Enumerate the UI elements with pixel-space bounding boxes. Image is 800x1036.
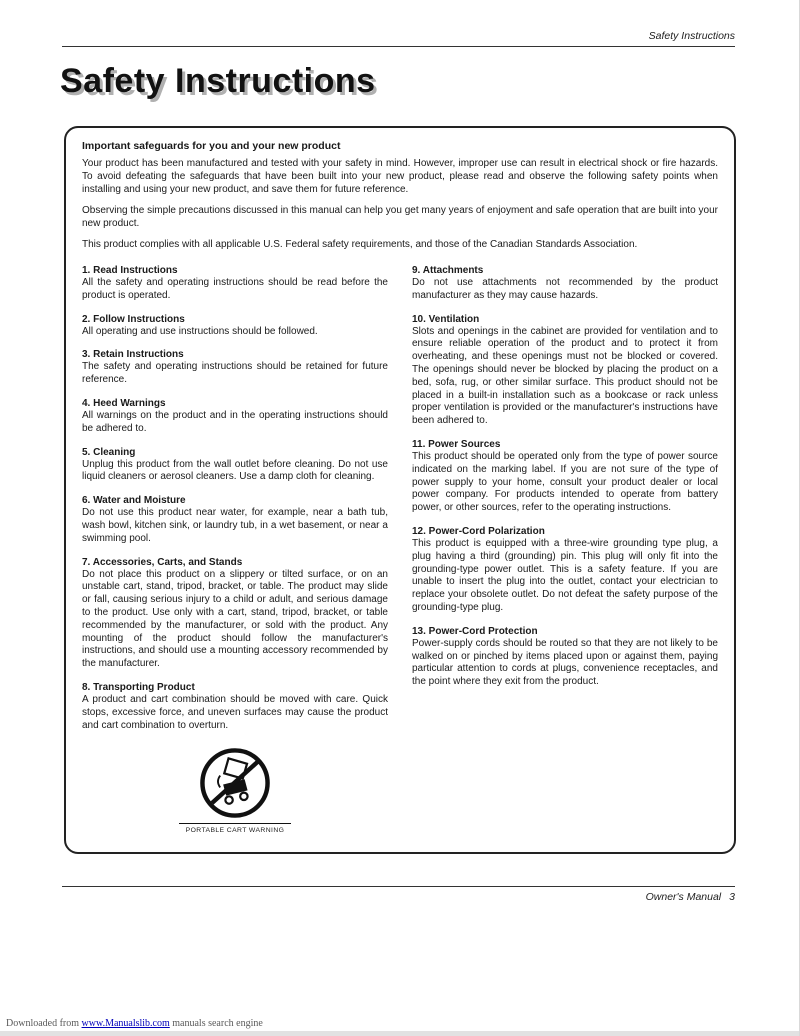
section-title: 7. Accessories, Carts, and Stands: [82, 556, 243, 568]
page-title: Safety Instructions: [60, 62, 376, 100]
section-transporting-product: [82, 682, 388, 732]
section-body: All operating and use instructions should be followed.: [82, 325, 318, 337]
section-follow-instructions: [82, 314, 388, 339]
section-attachments: [412, 265, 718, 303]
section-body: The safety and operating instructions should be retained for future reference.: [82, 361, 388, 386]
intro-paragraph: Observing the simple precautions discussed in this manual can help you get many years of enjoyment and safe operation that are built into your new product.: [82, 205, 718, 229]
section-body: All warnings on the product and in the operating instructions should be adhered to.: [82, 409, 388, 434]
section-title: 5. Cleaning: [82, 446, 136, 458]
section-retain-instructions: [82, 349, 388, 387]
section-power-sources: [412, 439, 718, 515]
header-rule: [62, 46, 735, 47]
portable-cart-warning-label: PORTABLE CART WARNING: [179, 823, 291, 834]
intro-block: [82, 140, 718, 251]
watermark: [6, 1018, 263, 1029]
portable-cart-warning-icon: [198, 746, 272, 820]
section-title: 4. Heed Warnings: [82, 397, 166, 409]
section-body: Power-supply cords should be routed so that they are not likely to be walked on or pinched by items placed upon or against them, paying particular attention to cords at plugs, convenience receptacles, and the point where they exit from the product.: [412, 637, 718, 688]
section-body: Slots and openings in the cabinet are provided for ventilation and to ensure reliable operation of the product and to protect it from overheating, and these openings must not be blocked or covered. The openings should never be blocked by placing the product on a bed, sofa, rug, or other similar surface. This product should not be placed in a built-in installation such as a bookcase or rack unless proper ventilation is provided or the manufacturer's instructions have been adhered to.: [412, 325, 718, 427]
section-title: 9. Attachments: [412, 265, 484, 276]
section-body: This product should be operated only from the type of power source indicated on the marking label. If you are not sure of the type of power supply to your home, consult your product dealer or local power company. For products intended to operate from battery power, or other sources, refer to the operating instructions.: [412, 450, 718, 514]
intro-heading: Important safeguards for you and your new product: [82, 140, 341, 152]
section-title: 11. Power Sources: [412, 438, 501, 450]
running-header: Safety Instructions: [648, 30, 735, 42]
section-body: Do not place this product on a slippery or tilted surface, or on an unstable cart, stand, tripod, bracket, or table. The product may slide or fall, causing serious injury to a child or adult, and serious damage to the product. Use only with a cart, stand, tripod, bracket, or table recommended by the manufacturer, or sold with the product. Any mounting of the product should follow the manufacturer's instructions, and should use a mounting accessory recommended by the manufacturer.: [82, 568, 388, 670]
section-body: This product is equipped with a three-wire grounding type plug, a plug having a third (grounding) pin. This plug will only fit into the grounding-type power outlet. This is a safety feature. If you are unable to insert the plug into the outlet, contact your electrician to replace your obsolete outlet. Do not defeat the safety purpose of the grounding-type plug.: [412, 537, 718, 613]
intro-paragraph: This product complies with all applicable U.S. Federal safety requirements, and those of the Canadian Standards Association.: [82, 239, 638, 250]
section-body: Do not use this product near water, for example, near a bath tub, wash bowl, kitchen sink, or laundry tub, in a wet basement, or near a swimming pool.: [82, 507, 388, 544]
section-body: All the safety and operating instructions should be read before the product is operated.: [82, 277, 388, 301]
section-title: 1. Read Instructions: [82, 265, 178, 276]
watermark-prefix: Downloaded from: [6, 1018, 80, 1029]
safety-instructions-box: [64, 126, 736, 854]
footer-manual-label: Owner's Manual: [645, 891, 722, 903]
section-cleaning: [82, 447, 388, 485]
footer-rule: [62, 886, 735, 887]
section-title: 8. Transporting Product: [82, 681, 195, 693]
section-power-cord-polarization: [412, 526, 718, 615]
left-column: [82, 265, 388, 834]
section-title: 3. Retain Instructions: [82, 349, 184, 361]
footer-page-number: 3: [729, 891, 735, 903]
section-read-instructions: [82, 265, 388, 303]
section-title: 10. Ventilation: [412, 313, 480, 325]
section-heed-warnings: [82, 398, 388, 436]
section-water-and-moisture: [82, 495, 388, 545]
manualslib-link[interactable]: www.Manualslib.com: [81, 1018, 170, 1029]
section-title: 13. Power-Cord Protection: [412, 625, 538, 637]
section-title: 2. Follow Instructions: [82, 313, 185, 325]
section-body: A product and cart combination should be moved with care. Quick stops, excessive force, and uneven surfaces may cause the product and cart combination to overturn.: [82, 693, 388, 731]
section-body: Unplug this product from the wall outlet before cleaning. Do not use liquid cleaners or aerosol cleaners. Use a damp cloth for cleaning.: [82, 458, 388, 483]
scan-edge-strip: [0, 1031, 799, 1036]
section-accessories-carts-stands: [82, 557, 388, 671]
section-power-cord-protection: [412, 626, 718, 689]
section-body: Do not use attachments not recommended by the product manufacturer as they may cause hazards.: [412, 277, 718, 301]
two-column-layout: [82, 265, 718, 834]
intro-paragraph: Your product has been manufactured and tested with your safety in mind. However, improper use can result in electrical shock or fire hazards. To avoid defeating the safeguards that have been built into your new product, please read and observe the following safety points when installing and using your new product, and save them for future reference.: [82, 158, 718, 195]
section-ventilation: [412, 314, 718, 428]
footer-text: [646, 891, 735, 903]
section-title: 6. Water and Moisture: [82, 495, 186, 507]
portable-cart-warning: [179, 746, 291, 834]
right-column: [412, 265, 718, 834]
watermark-suffix: manuals search engine: [172, 1018, 263, 1029]
section-title: 12. Power-Cord Polarization: [412, 525, 545, 537]
